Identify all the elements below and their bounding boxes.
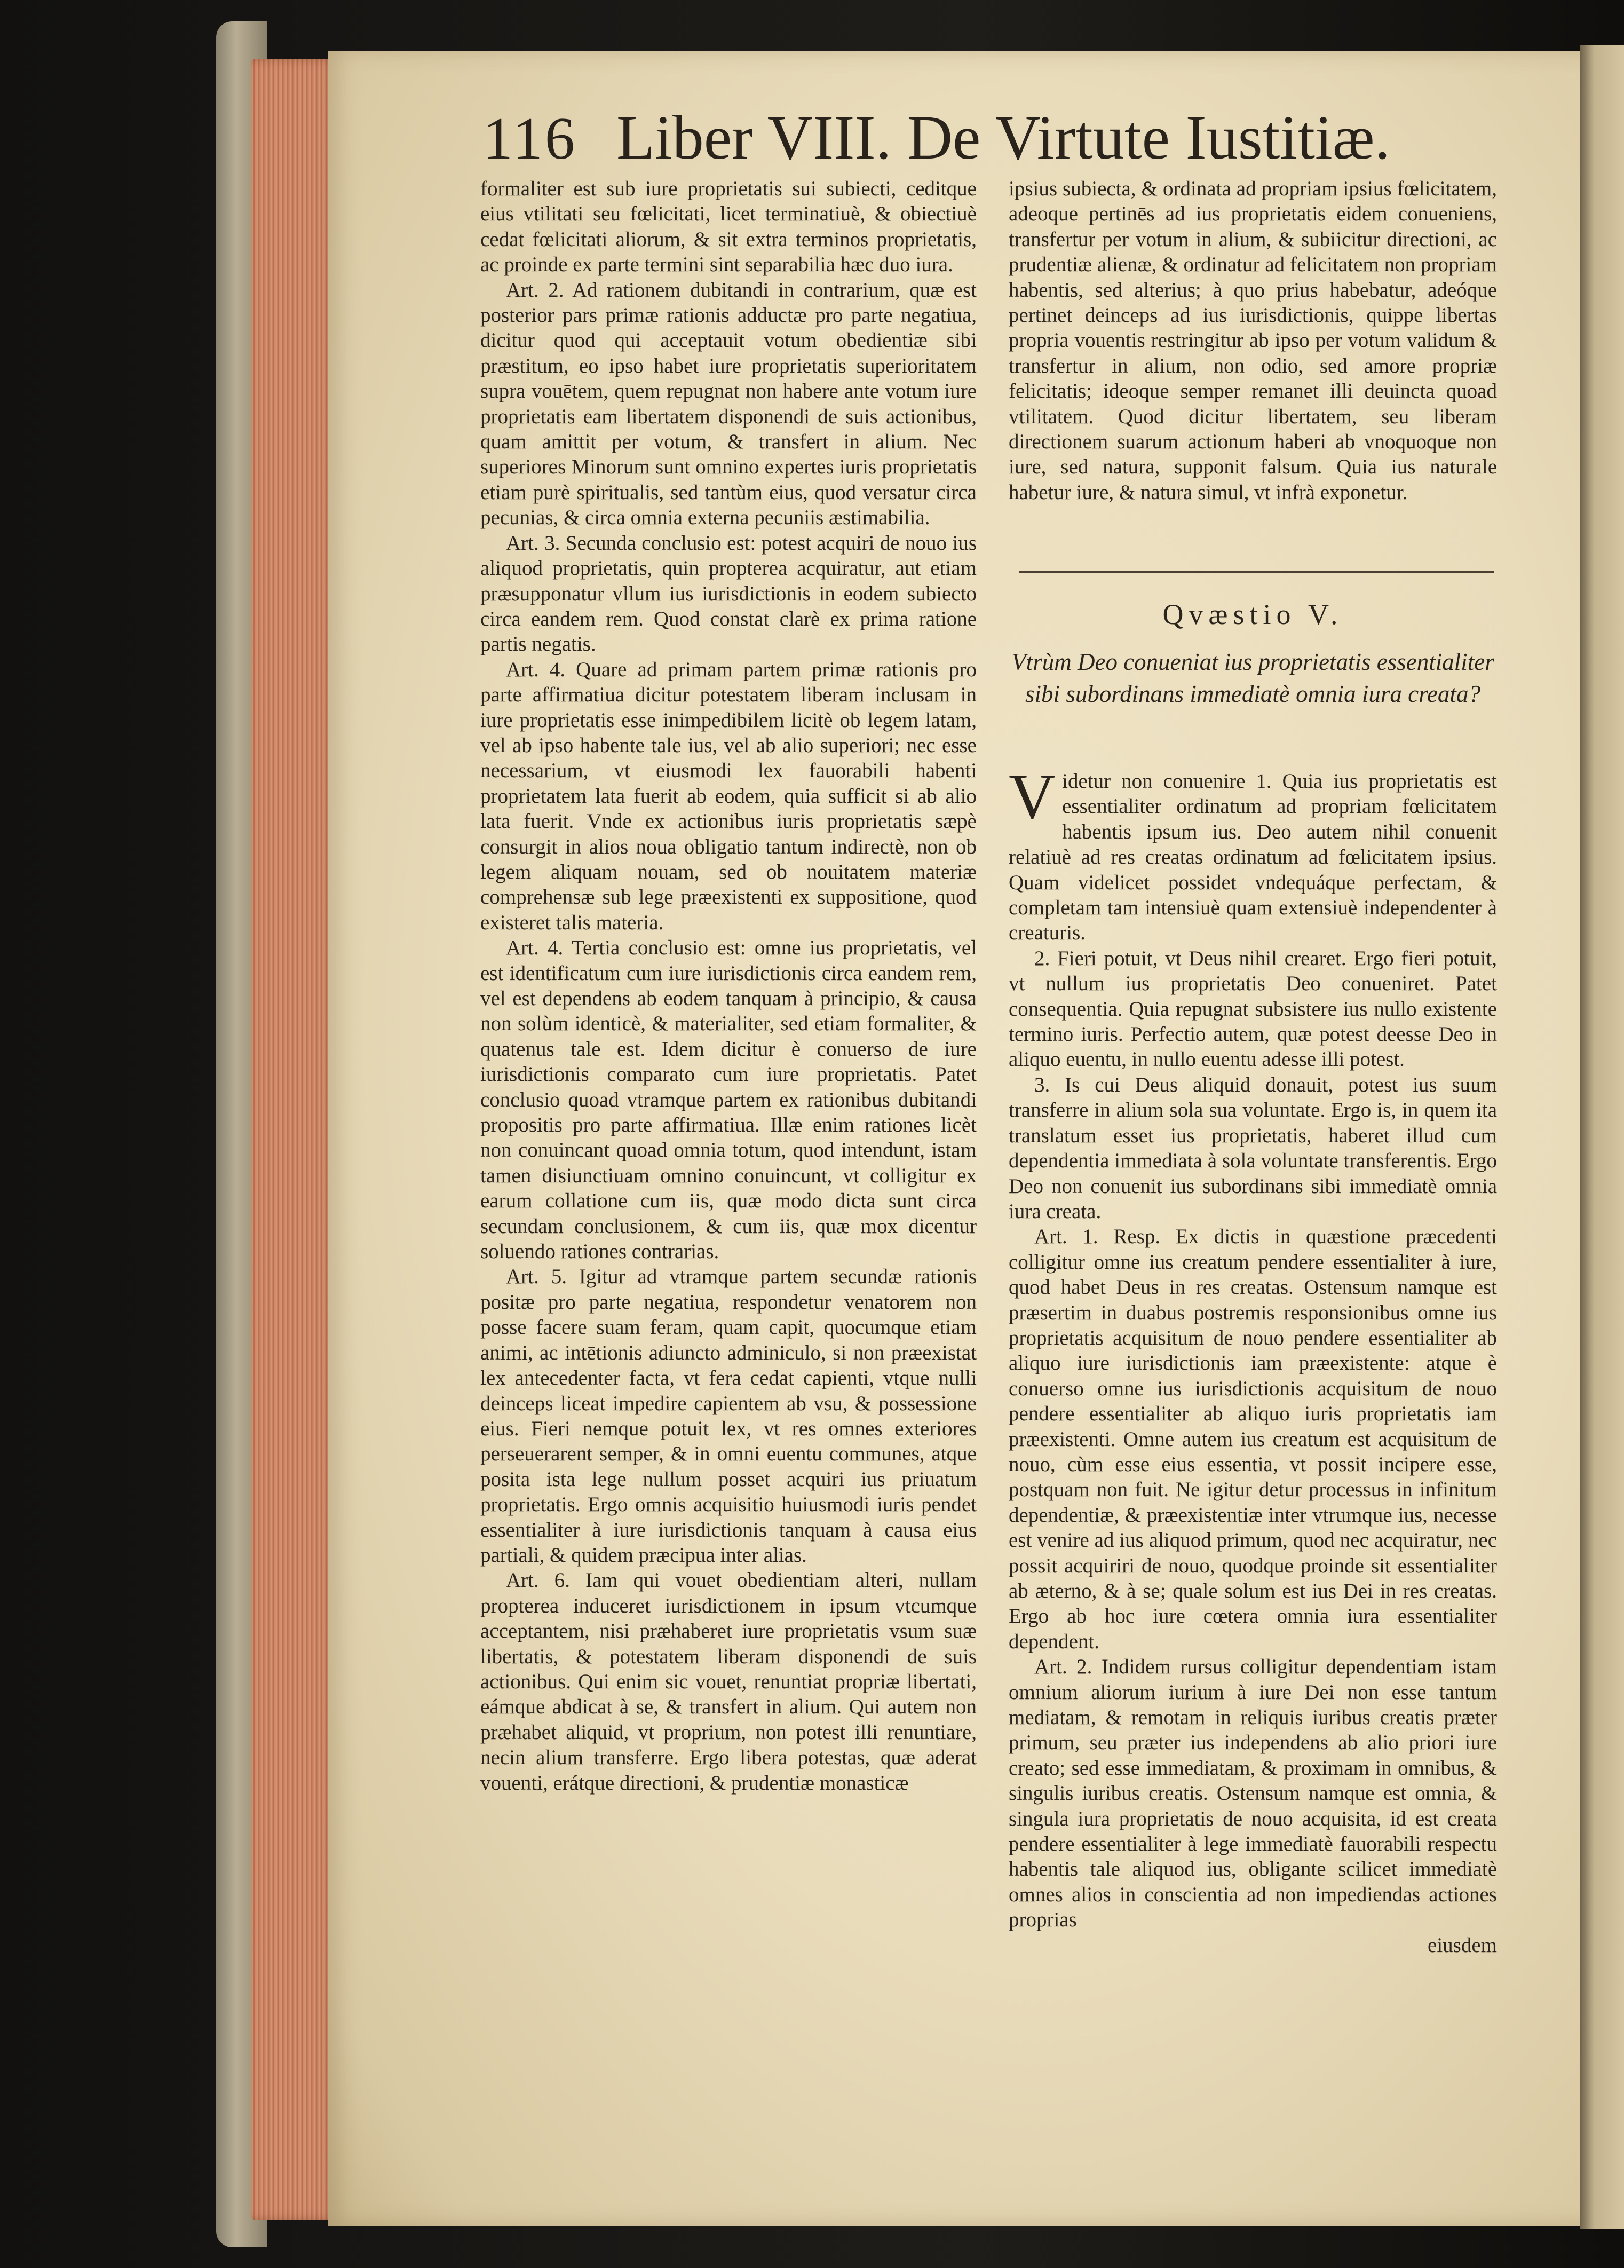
page-edges bbox=[251, 59, 336, 2220]
paragraph: ipsius subiecta, & ordinata ad propriam ipsius fœlicitatem, adeoque pertinēs ad ius proprietatis eidem conueniens, transfertur per votum in alium, & subiicitur directioni, ac prudentiæ alienæ, & ordinatur ad felicitatem non propriam habentis, sed alterius; à quo prius habebatur, adeóque pertinet deinceps ad ius iurisdictionis, quippe libertas propria vouentis restringitur ab ipso per votum validum & transfertur in alium, non odio, sed amore propriæ felicitatis; ideoque semper remanet illi deuincta quoad vtilitatem. Quod dicitur libertatem, seu liberam directionem suarum actionum haberi ab vnoquoque non iure, sed natura, supponit falsum. Quia ius naturale habetur iure, & natura simul, vt infrà exponetur. bbox=[1009, 177, 1497, 504]
right-column-top bbox=[1009, 176, 1497, 505]
paragraph: Art. 6. Iam qui vouet obedientiam alteri, nullam propterea induceret iurisdictionem in ipsum vtcumque acceptantem, nisi præhaberet iure proprietatis vsum suæ libertatis, & potestatem liberam disponendi de suis actionibus. Qui enim sic vouet, renuntiat propriæ libertati, eámque abdicat à se, & transfert in alium. Qui autem non præhabet aliquid, vt proprium, non potest illi renuntiare, necin alium transferre. Ergo libera potestas, quæ aderat vouenti, erátque directioni, & prudentiæ monasticæ bbox=[480, 1569, 977, 1795]
facing-page-edge bbox=[1580, 45, 1624, 2229]
paragraph: Art. 2. Indidem rursus colligitur dependentiam istam omnium aliorum iurium à iure Dei non esse tantum mediatam, & remotam in reliquis iuribus creatis præter primum, seu præter ius independens ab alio priori iure creato; sed esse immediatam, & proximam in omnibus, & singulis iuribus creatis. Ostensum namque est omnia, & singula iura proprietatis de nouo acquisita, id est creata pendere essentialiter à lege immediatè fauorabili respectu habentis tale aliquod ius, obligante scilicet immediatè omnes alios in conscientia ad non impediendas actiones proprias bbox=[1009, 1655, 1497, 1932]
paragraph: Art. 3. Secunda conclusio est: potest acquiri de nouo ius aliquod proprietatis, quin propterea acquiratur, aut etiam præsupponatur vllum ius iurisdictionis in eodem subiecto circa eandem rem. Quod constat clarè ex prima ratione partis negatis. bbox=[480, 531, 977, 656]
catchword: eiusdem bbox=[1428, 1933, 1497, 1957]
paragraph: Art. 5. Igitur ad vtramque partem secundæ rationis positæ pro parte negatiua, respondetur venatorem non posse facere suam feram, quam capit, quocumque etiam animi, ac intētionis adiuncto adminiculo, si non præexistat lex antecedenter facta, vt fera cedat capienti, vtque nulli deinceps liceat impedire capientem ab vsu, & possessione eius. Fieri nemque potuit lex, vt res omnes exteriores perseuerarent semper, & in omni euentu communes, atque posita ista lege nullum posset acquiri ius priuatum proprietatis. Ergo omnis acquisitio huiusmodi iuris pendet essentialiter à iure iurisdictionis tanquam à causa eius partiali, & quidem præcipua inter alias. bbox=[480, 1265, 977, 1567]
paragraph: Art. 1. Resp. Ex dictis in quæstione præcedenti colligitur omne ius creatum pendere essentialiter à iure, quod habet Deus in res creatas. Ostensum namque est præsertim in duabus postremis responsionibus omne ius proprietatis acquisitum de nouo pendere essentialiter ab aliquo iure iurisdictionis iam præexistente: atque è conuerso omne ius iurisdictionis acquisitum de nouo pendere essentialiter ab aliquo iuris proprietatis iam præexistenti. Omne autem ius creatum est acquisitum de nouo, cùm esse eius essentia, vt possit incipere esse, postquam non fuit. Ne igitur detur processus in infinitum dependentiæ, & præexistentiæ inter vtrumque ius, necesse est venire ad ius aliquod primum, quod nec acquiratur, nec possit acquiriri de nouo, quodque proinde sit essentialiter ab æterno, & à se; quale solum est ius Dei in res creatas. Ergo ab hoc iure cœtera omnia iura essentialiter dependent. bbox=[1009, 1225, 1497, 1653]
paragraph: Art. 4. Tertia conclusio est: omne ius proprietatis, vel est identificatum cum iure iurisdictionis circa eandem rem, vel est dependens ab eodem tanquam à principio, & causa non solùm identicè, & materialiter, sed etiam formaliter, & quatenus tale est. Idem dicitur è conuerso de iure iurisdictionis comparato cum iure proprietatis. Patet conclusio quoad vtramque partem ex rationibus dubitandi propositis pro parte affirmatiua. Illæ enim rationes licèt non conuincant quoad omnia totum, quod intendunt, istam tamen disiunctiuam omnino conuincunt, vt colligitur ex earum collatione cum iis, quæ modo dicta sunt circa secundam conclusionem, & cum iis, quæ mox dicentur soluendo rationes contrarias. bbox=[480, 936, 977, 1263]
paragraph bbox=[1009, 761, 1497, 946]
section-divider bbox=[1019, 571, 1494, 573]
right-column-body bbox=[1009, 761, 1497, 1958]
question-heading: Qvæstio V. bbox=[1162, 598, 1343, 630]
paragraph: 2. Fieri potuit, vt Deus nihil crearet. Ergo fieri potuit, vt nullum ius proprietatis Deo conueniret. Patet consequentia. Quia repugnat subsistere ius nullo existente termino iuris. Perfectio autem, quæ potest deesse Deo in aliquo euentu, in nullo euentu adesse illi potest. bbox=[1009, 946, 1497, 1071]
question-text: Vtrùm Deo conueniat ius proprietatis essentialiter sibi subordinans immediatè omnia iura creata? bbox=[1011, 649, 1494, 707]
page-number: 116 bbox=[483, 106, 577, 172]
paragraph: formaliter est sub iure proprietatis sui subiecti, ceditque eius vtilitati seu fœlicitati, licet terminatiuè, & obiectiuè cedat fœlicitati aliorum, & sit extra terminos proprietatis, ac proinde ex parte termini sint separabilia hæc duo iura. bbox=[480, 177, 977, 276]
paragraph-text: idetur non conuenire 1. Quia ius proprietatis est essentialiter ordinatum ad propriam fœlicitatem habentis ipsum ius. Deo autem nihil conuenit relatiuè ad res creatas ordinatum ad fœlicitatem ipsius. Quam videlicet possidet vndequáque perfectam, & completam tam intensiuè quam extensiuè independenter à creaturis. bbox=[1009, 770, 1497, 945]
running-title: Liber VIII. De Virtute Iustitiæ. bbox=[616, 102, 1391, 172]
paragraph: Art. 2. Ad rationem dubitandi in contrarium, quæ est posterior pars primæ rationis adductæ pro parte negatiua, dicitur quod qui acceptauit votum obedientiæ sibi præstitum, eo ipso habet iure proprietatis superioritatem supra vouētem, quem repugnat non habere ante votum iure proprietatis eam libertatem disponendi de suis actionibus, quam amittit per votum, & transfert in alium. Nec superiores Minorum sunt omnino expertes iuris proprietatis etiam purè spiritualis, sed tantùm eius, quod versatur circa pecunias, & circa omnia externa pecuniis æstimabilia. bbox=[480, 278, 977, 530]
paragraph: 3. Is cui Deus aliquid donauit, potest ius suum transferre in alium sola sua voluntate. Ergo is, in quem ita translatum esset ius proprietatis, haberet illud cum dependentia immediata à sola voluntate transferentis. Ergo Deo non conuenit ius subordinans sibi immediatè omnia iura creata. bbox=[1009, 1073, 1497, 1223]
left-column bbox=[480, 176, 977, 1796]
paragraph: Art. 4. Quare ad primam partem primæ rationis pro parte affirmatiua dicitur potestatem liberam inclusam in iure proprietatis esse inimpedibilem licitè ob legem latam, vel ab ipso habente tale ius, vel ab alio superiori; nec esse necessarium, vt eiusmodi lex fauorabili habenti proprietatem lata fuerit ab eodem, quia sufficit si ab alio lata fuerit. Vnde ex actionibus iuris proprietatis sæpè consurgit in alios noua obligatio tantum indirectè, non ob legem aliquam nouam, sed ob nouitatem materiæ comprehensæ sub lege præexistenti ex suppositione, quod existeret talis materia. bbox=[480, 658, 977, 934]
running-header bbox=[483, 101, 1391, 176]
drop-capital: V bbox=[1009, 761, 1056, 833]
